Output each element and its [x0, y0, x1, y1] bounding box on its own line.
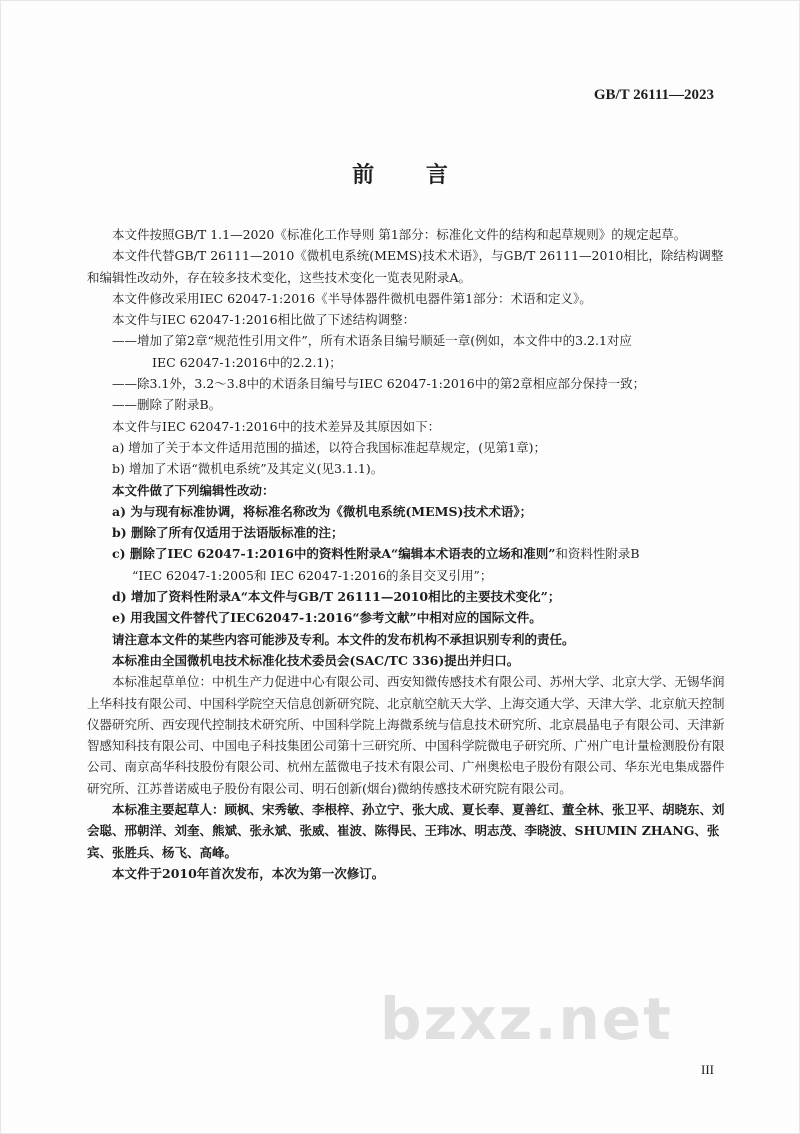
page-title: 前 言	[352, 163, 470, 188]
watermark: bzxz.net	[380, 985, 673, 1053]
dash-item: ——增加了第2章“规范性引用文件”，所有术语条目编号顺延一章(例如，本文件中的3.2.1对应	[112, 333, 632, 349]
list-item: a) 增加了关于本文件适用范围的描述，以符合我国标准起草规定，(见第1章)；	[112, 439, 547, 455]
dash-item: ——除3.1外，3.2～3.8中的术语条目编号与IEC 62047-1:2016中的第2章相应部分保持一致；	[112, 376, 646, 392]
standard-number: GB/T 26111—2023	[593, 87, 714, 103]
paragraph-history: 本文件于2010年首次发布，本次为第一次修订。	[112, 865, 385, 881]
list-item-bold-part: c) 删除了IEC 62047-1:2016中的资料性附录A“编辑本术语表的立场和准则”	[112, 546, 556, 562]
foreword-body	[87, 224, 732, 884]
page-number: III	[701, 1062, 714, 1077]
paragraph-committee: 本标准由全国微机电技术标准化技术委员会(SAC/TC 336)提出并归口。	[112, 652, 520, 668]
list-item-continuation: “IEC 62047-1:2005和 IEC 62047-1:2016的条目交叉引用”；	[132, 567, 493, 583]
dash-item: ——删除了附录B。	[112, 397, 222, 413]
paragraph-drafters: 本标准主要起草人：顾枫、宋秀敏、李根梓、孙立宁、张大成、夏长奉、夏善红、董全林、张卫平、胡晓东、刘会聪、邢朝洋、刘奎、熊斌、张永斌、张威、崔波、陈得民、王玮冰、明志茂、李晓波、SHUMIN ZHANG、张宾、张胜兵、杨飞、高峰。	[87, 802, 725, 860]
paragraph-technical-differences: 本文件与IEC 62047-1:2016中的技术差异及其原因如下：	[112, 418, 441, 434]
list-item: b) 删除了所有仅适用于法语版标准的注；	[112, 525, 344, 541]
paragraph-patent-notice: 请注意本文件的某些内容可能涉及专利。本文件的发布机构不承担识别专利的责任。	[112, 631, 575, 647]
dash-item-continuation: IEC 62047-1:2016中的2.2.1)；	[152, 354, 342, 370]
list-item: e) 用我国文件替代了IEC62047-1:2016“参考文献”中相对应的国际文件。	[112, 610, 542, 626]
paragraph-editorial-changes: 本文件做了下列编辑性改动：	[112, 482, 275, 498]
paragraph-drafting-rules: 本文件按照GB/T 1.1—2020《标准化工作导则 第1部分：标准化文件的结构和起草规则》的规定起草。	[112, 227, 687, 242]
paragraph-adoption: 本文件修改采用IEC 62047-1:2016《半导体器件微机电器件第1部分：术语和定义》。	[112, 290, 592, 306]
paragraph-structure-changes: 本文件与IEC 62047-1:2016相比做了下述结构调整：	[112, 312, 416, 328]
paragraph-drafting-units: 本标准起草单位：中机生产力促进中心有限公司、西安知微传感技术有限公司、苏州大学、北京大学、无锡华润上华科技有限公司、中国科学院空天信息创新研究院、北京航空航天大学、上海交通大学、天津大学、北京航天控制仪器研究所、西安现代控制技术研究所、中国科学院上海微系统与信息技术研究所、北京晨晶电子有限公司、天津新智感知科技有限公司、中国电子科技集团公司第十三研究所、中国科学院微电子研究所、广州广电计量检测股份有限公司、南京高华科技股份有限公司、杭州左蓝微电子技术有限公司、广州奥松电子股份有限公司、华东光电集成器件研究所、江苏普诺威电子股份有限公司、明石创新(烟台)微纳传感技术研究院有限公司。	[87, 674, 725, 796]
list-item: d) 增加了资料性附录A“本文件与GB/T 26111—2010相比的主要技术变化”；	[112, 589, 561, 605]
list-item-normal-part: 和资料性附录B	[555, 546, 640, 562]
list-item: a) 为与现有标准协调，将标准名称改为《微机电系统(MEMS)技术术语》；	[112, 503, 533, 519]
paragraph-replaces: 本文件代替GB/T 26111—2010《微机电系统(MEMS)技术术语》，与GB/T 26111—2010相比，除结构调整和编辑性改动外，存在较多技术变化，这些技术变化一览表见附录A。	[87, 248, 724, 285]
list-item: b) 增加了术语“微机电系统”及其定义(见3.1.1)。	[112, 461, 384, 477]
list-item	[87, 543, 732, 564]
